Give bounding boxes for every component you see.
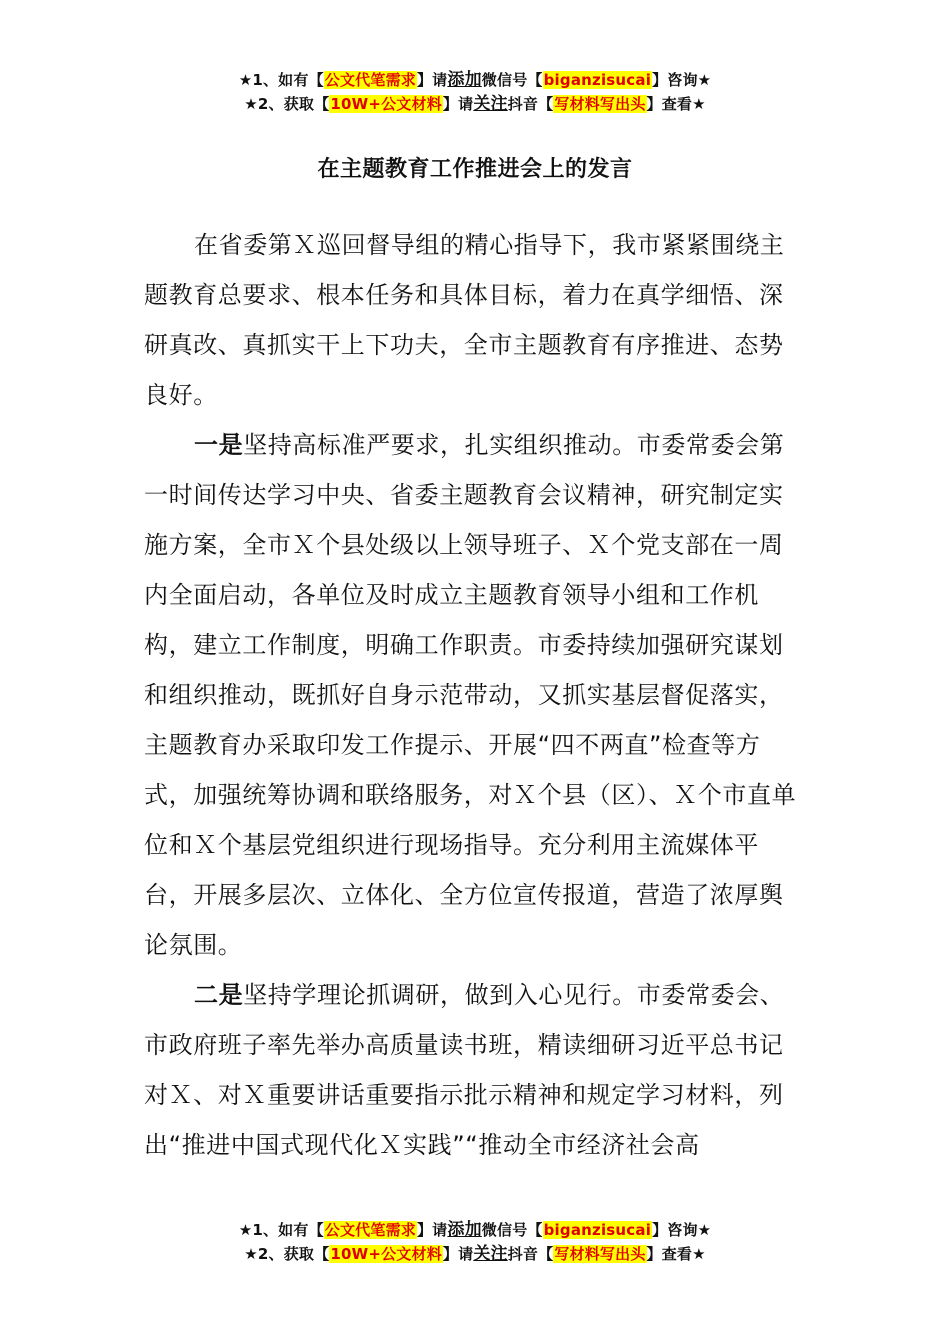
banner-text: 微信号【 — [481, 71, 543, 89]
banner-text: ★1、如有【 — [238, 71, 324, 89]
banner-highlight: biganzisucai — [543, 71, 652, 89]
footer-banner — [0, 1218, 950, 1266]
banner-highlight: 写材料写出头 — [554, 95, 646, 113]
banner-text: 】请 — [416, 1221, 448, 1239]
banner-emphasis: 添加 — [447, 70, 482, 90]
banner-text: 】查看★ — [646, 1245, 706, 1263]
page-title: 在主题教育工作推进会上的发言 — [317, 157, 633, 182]
intro-paragraph: 在省委第Ｘ巡回督导组的精心指导下，我市紧紧围绕主题教育总要求、根本任务和具体目标，着力在真学细悟、深研真改、真抓实干上下功夫，全市主题教育有序推进、态势良好。 — [144, 231, 785, 409]
banner-highlight: 公文代笔需求 — [324, 1221, 416, 1239]
banner-text: 】请 — [416, 71, 448, 89]
banner-text: 】查看★ — [646, 95, 706, 113]
banner-emphasis: 关注 — [473, 94, 508, 114]
banner-text: ★2、获取【 — [244, 95, 330, 113]
section-2-text: 坚持学理论抓调研，做到入心见行。市委常委会、市政府班子率先举办高质量读书班，精读细研习近平总书记对Ｘ、对Ｘ重要讲话重要指示批示精神和规定学习材料，列出“推进中国式现代化Ｘ实践”“推动全市经济社会高 — [144, 981, 785, 1159]
banner-text: 】咨询★ — [652, 71, 712, 89]
section-1-text: 坚持高标准严要求，扎实组织推动。市委常委会第一时间传达学习中央、省委主题教育会议精神，研究制定实施方案，全市Ｘ个县处级以上领导班子、Ｘ个党支部在一周内全面启动，各单位及时成立主题教育领导小组和工作机构，建立工作制度，明确工作职责。市委持续加强研究谋划和组织推动，既抓好自身示范带动，又抓实基层督促落实，主题教育办采取印发工作提示、开展“四不两直”检查等方式，加强统筹协调和联络服务，对Ｘ个县（区）、Ｘ个市直单位和Ｘ个基层党组织进行现场指导。充分利用主流媒体平台，开展多层次、立体化、全方位宣传报道，营造了浓厚舆论氛围。 — [144, 431, 797, 959]
banner-line-2 — [0, 92, 950, 116]
banner-highlight: 写材料写出头 — [554, 1245, 646, 1263]
banner-emphasis: 添加 — [447, 1220, 482, 1240]
banner-emphasis: 关注 — [473, 1244, 508, 1264]
section-2-paragraph — [144, 970, 806, 1170]
banner-line-1 — [0, 1218, 950, 1242]
banner-text: 微信号【 — [481, 1221, 543, 1239]
banner-highlight: biganzisucai — [543, 1221, 652, 1239]
banner-text: ★1、如有【 — [238, 1221, 324, 1239]
document-body — [144, 220, 806, 1170]
banner-line-2 — [0, 1242, 950, 1266]
section-2-lead: 二是 — [194, 981, 244, 1009]
banner-text: ★2、获取【 — [244, 1245, 330, 1263]
section-1-lead: 一是 — [194, 431, 244, 459]
banner-highlight: 10W+公文材料 — [330, 1245, 442, 1263]
banner-line-1 — [0, 68, 950, 92]
banner-text: 抖音【 — [507, 95, 554, 113]
banner-highlight: 公文代笔需求 — [324, 71, 416, 89]
section-1-paragraph — [144, 420, 806, 970]
banner-text: 】请 — [442, 95, 474, 113]
header-banner — [0, 68, 950, 116]
banner-highlight: 10W+公文材料 — [330, 95, 442, 113]
banner-text: 】请 — [442, 1245, 474, 1263]
banner-text: 】咨询★ — [652, 1221, 712, 1239]
banner-text: 抖音【 — [507, 1245, 554, 1263]
